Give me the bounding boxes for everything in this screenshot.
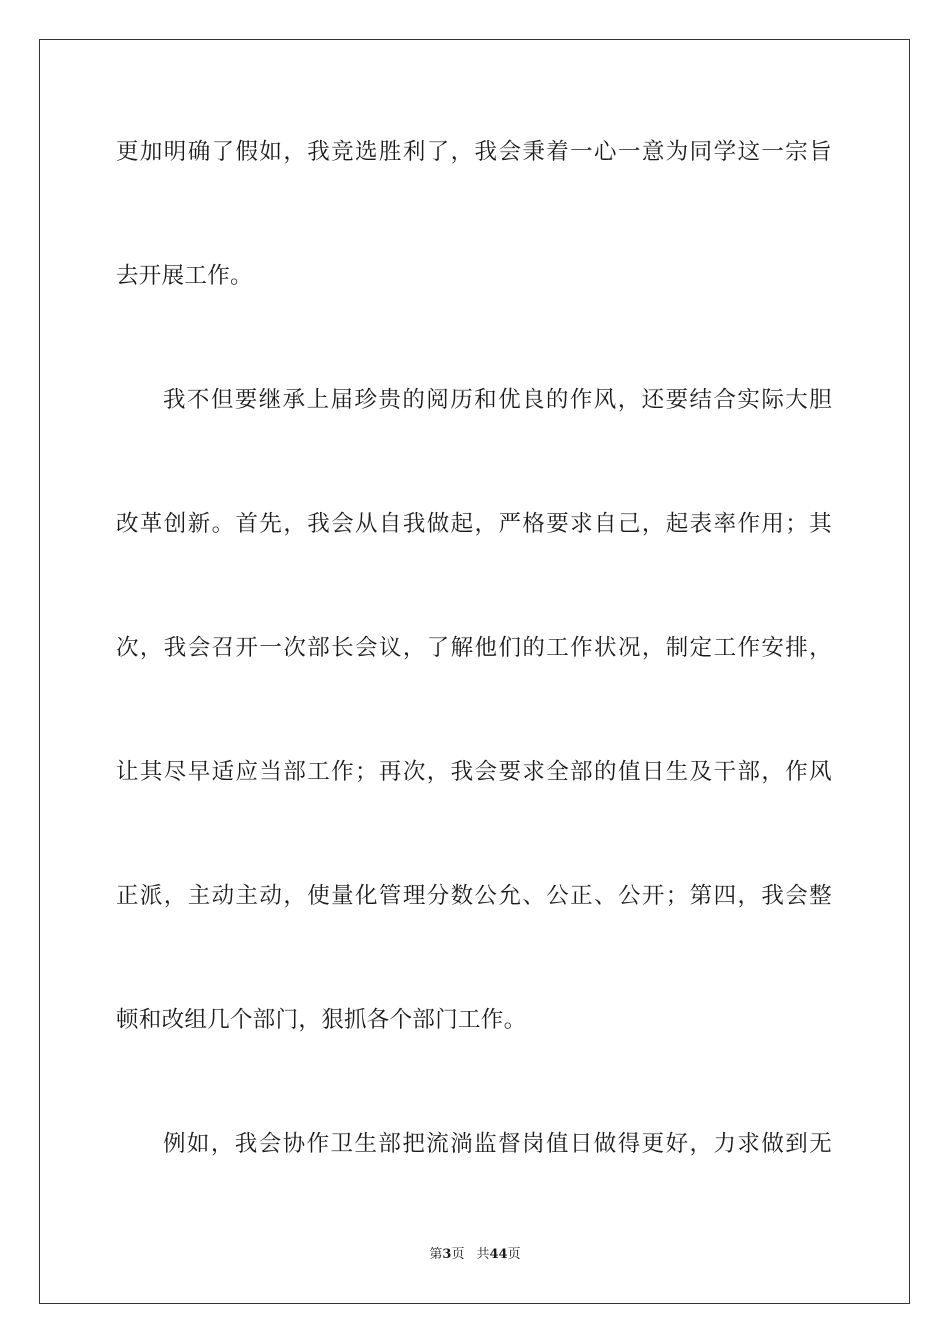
page-border — [39, 39, 910, 1304]
page-suffix: 页 — [451, 1247, 465, 1262]
text-line: 让其尽早适应当部工作；再次，我会要求全部的值日生及干部，作风 — [116, 759, 832, 785]
page-number-total: 44 — [489, 1247, 508, 1262]
text-line: 顿和改组几个部门，狠抓各个部门工作。 — [116, 1007, 527, 1033]
page-prefix: 第 — [429, 1247, 443, 1262]
paragraph-first-line: 例如，我会协作卫生部把流淌监督岗值日做得更好，力求做到无 — [163, 1131, 832, 1157]
text-line: 去开展工作。 — [116, 263, 253, 289]
page-footer — [0, 1246, 950, 1264]
paragraph-first-line: 我不但要继承上届珍贵的阅历和优良的作风，还要结合实际大胆 — [163, 387, 832, 413]
text-line: 改革创新。首先，我会从自我做起，严格要求自己，起表率作用；其 — [116, 511, 832, 537]
text-line: 次，我会召开一次部长会议，了解他们的工作状况，制定工作安排， — [116, 635, 832, 661]
page-number-current: 3 — [442, 1247, 452, 1262]
text-line: 正派，主动主动，使量化管理分数公允、公正、公开；第四，我会整 — [116, 883, 832, 909]
total-prefix: 共 — [476, 1247, 490, 1262]
total-suffix: 页 — [507, 1247, 521, 1262]
text-line: 更加明确了假如，我竞选胜利了，我会秉着一心一意为同学这一宗旨 — [116, 139, 832, 165]
